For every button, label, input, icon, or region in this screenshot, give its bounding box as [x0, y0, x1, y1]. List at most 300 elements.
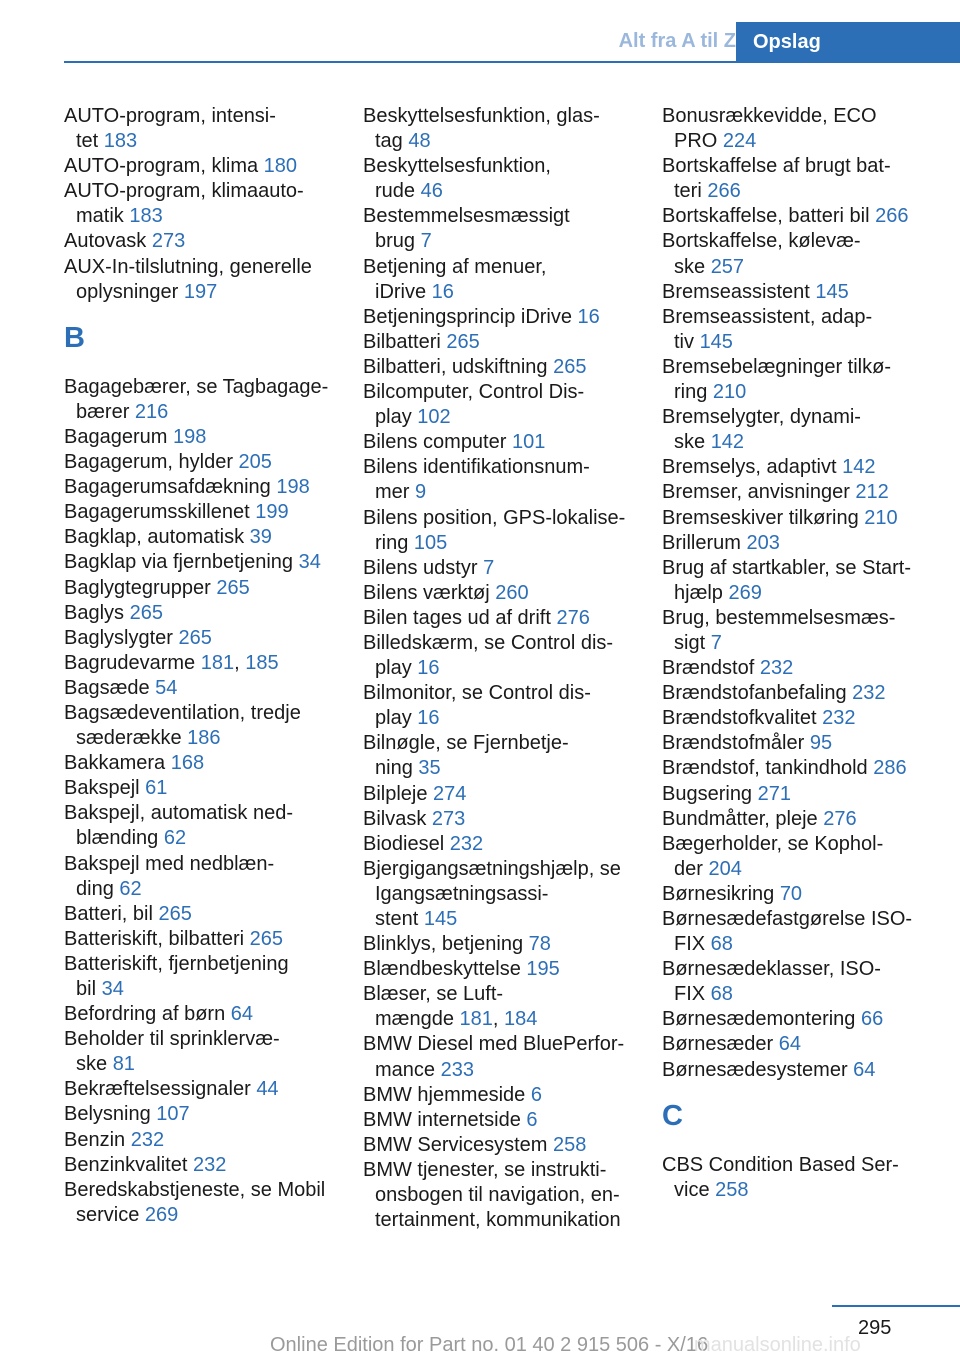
- page-link[interactable]: 274: [433, 782, 467, 805]
- index-entry: [662, 957, 952, 1007]
- page-link[interactable]: 181: [200, 651, 235, 674]
- entry-text: Bilmonitor, se Control dis-: [363, 682, 591, 705]
- index-entry: [64, 852, 336, 902]
- entry-text: sæderække: [76, 727, 188, 750]
- index-entry: [363, 606, 635, 631]
- page-link[interactable]: 198: [276, 476, 310, 499]
- entry-text: service: [76, 1203, 145, 1226]
- entry-text: Batteriskift, bilbatteri: [64, 927, 250, 950]
- entry-text: Brillerum: [662, 531, 747, 554]
- index-entry: [662, 480, 952, 505]
- page-link[interactable]: 68: [710, 983, 733, 1006]
- index-entry: [363, 631, 635, 681]
- index-entry: Blæser, se Luft- mængde 181, 184: [363, 983, 538, 1031]
- page-link[interactable]: 232: [759, 657, 794, 680]
- page-link[interactable]: 199: [255, 501, 289, 524]
- index-entry: [64, 154, 336, 179]
- entry-text: PRO: [674, 130, 723, 153]
- index-entry: [64, 375, 336, 425]
- entry-text: Bakspejl: [64, 777, 146, 800]
- header-tab-label: Opslag: [753, 31, 821, 53]
- page-link[interactable]: 6: [530, 1083, 542, 1106]
- entry-text: Børnesæder: [662, 1033, 779, 1056]
- entry-text: Børnesædemontering: [662, 1008, 861, 1031]
- page-link[interactable]: 198: [172, 425, 207, 448]
- entry-text: onsbogen til navigation, en-: [375, 1184, 620, 1207]
- page-link[interactable]: 257: [710, 255, 745, 278]
- index-entry: [662, 1032, 952, 1057]
- page-link[interactable]: 232: [130, 1128, 165, 1151]
- page-link[interactable]: 286: [873, 757, 907, 780]
- page-link[interactable]: 269: [728, 581, 762, 604]
- entry-text: Blændbeskyttelse: [363, 958, 527, 981]
- page-link[interactable]: 183: [129, 205, 163, 228]
- entry-text: Bremselys, adaptivt: [662, 456, 843, 479]
- page-link[interactable]: 210: [712, 381, 747, 404]
- index-entry: [662, 1058, 952, 1083]
- index-entry: [662, 154, 952, 204]
- index-entry: [64, 1102, 336, 1127]
- entry-text: Benzin: [64, 1128, 131, 1151]
- page-link[interactable]: 16: [417, 707, 440, 730]
- entry-text: ning: [375, 757, 419, 780]
- page-link[interactable]: 232: [192, 1153, 227, 1176]
- page-link[interactable]: 210: [864, 506, 898, 529]
- entry-text: Belysning: [64, 1103, 157, 1126]
- page-link[interactable]: 258: [553, 1133, 587, 1156]
- entry-text: BMW hjemmeside: [363, 1083, 531, 1106]
- page-link[interactable]: 62: [163, 827, 187, 850]
- page-link[interactable]: 265: [129, 601, 163, 624]
- index-entry: [662, 606, 952, 656]
- entry-text: Beskyttelsesfunktion, glas-: [363, 105, 600, 127]
- entry-text: Børnesædesystemer: [662, 1058, 854, 1081]
- entry-text: Bagagerum, hylder: [64, 451, 239, 474]
- page-link[interactable]: 9: [415, 481, 427, 504]
- page-link[interactable]: 233: [440, 1058, 474, 1081]
- entry-text: Beredskabstjeneste, se Mobil: [64, 1178, 326, 1201]
- entry-text: tet: [76, 130, 104, 153]
- index-entry: [662, 204, 952, 229]
- page-link[interactable]: 64: [778, 1033, 801, 1056]
- index-entry: [662, 455, 952, 480]
- entry-text: Bortskaffelse, kølevæ-: [662, 230, 861, 253]
- index-column-1: [64, 104, 336, 1228]
- entry-text: play: [375, 657, 418, 680]
- page-link[interactable]: 203: [746, 531, 780, 554]
- index-entry: [662, 305, 952, 355]
- entry-text: Befordring af børn: [64, 1003, 231, 1026]
- page-link[interactable]: 46: [420, 180, 443, 203]
- watermark: manualsonline.info: [694, 1334, 861, 1356]
- entry-text: Bremsebelægninger tilkø-: [662, 355, 891, 378]
- index-entry: [363, 1133, 635, 1158]
- page-link[interactable]: 16: [417, 657, 440, 680]
- page-link[interactable]: 273: [431, 807, 466, 830]
- entry-text: mer: [375, 481, 415, 504]
- index-entry: [363, 1032, 635, 1082]
- entry-text: iDrive: [375, 280, 432, 303]
- entry-text: Beholder til sprinklervæ-: [64, 1028, 280, 1051]
- entry-text: Baglys: [64, 601, 130, 624]
- page-link[interactable]: 265: [158, 902, 192, 925]
- header-section-title: Alt fra A til Z: [618, 30, 736, 52]
- entry-text: AUTO-program, klimaauto-: [64, 180, 304, 203]
- index-entry: Bagrudevarme 181, 185: [64, 651, 279, 674]
- index-entry: [363, 1083, 635, 1108]
- index-entry: [662, 882, 952, 907]
- entry-text: Blæser, se Luft-: [363, 983, 504, 1006]
- entry-text: Bremser, anvisninger: [662, 481, 856, 504]
- entry-text: Benzinkvalitet: [64, 1153, 193, 1176]
- page-link[interactable]: 212: [855, 481, 889, 504]
- page-link[interactable]: 7: [483, 556, 495, 579]
- entry-text: Bilen tages ud af drift: [363, 606, 557, 629]
- page-link[interactable]: 168: [170, 752, 205, 775]
- page-link[interactable]: 6: [526, 1108, 538, 1131]
- index-entry: [662, 756, 952, 781]
- entry-text: hjælp: [674, 581, 729, 604]
- entry-text: Bakspejl med nedblæn-: [64, 852, 275, 875]
- index-entry: [64, 576, 336, 601]
- index-entry: [64, 751, 336, 776]
- page-link[interactable]: 44: [256, 1078, 279, 1101]
- page-link[interactable]: 183: [103, 130, 138, 153]
- page-link[interactable]: 101: [511, 431, 546, 454]
- page-link[interactable]: 181: [459, 1008, 493, 1031]
- page-link[interactable]: 273: [151, 230, 186, 253]
- page-link[interactable]: 64: [853, 1058, 876, 1081]
- page-link[interactable]: 61: [145, 777, 168, 800]
- entry-text: Bilcomputer, Control Dis-: [363, 381, 585, 404]
- entry-text: Brændstof, tankindhold: [662, 757, 874, 780]
- page-link[interactable]: 68: [710, 933, 733, 956]
- page-link[interactable]: 142: [710, 431, 745, 454]
- entry-text: Bilens værktøj: [363, 581, 496, 604]
- index-entry: [64, 776, 336, 801]
- page-link[interactable]: 258: [715, 1178, 749, 1201]
- entry-text: Bagagerumsskillenet: [64, 501, 256, 524]
- entry-text: Bortskaffelse af brugt bat-: [662, 155, 891, 178]
- page-link[interactable]: 186: [187, 727, 221, 750]
- page-link[interactable]: 195: [526, 958, 560, 981]
- page-link[interactable]: 35: [418, 757, 441, 780]
- page-link[interactable]: 266: [707, 180, 741, 203]
- index-entry: [662, 907, 952, 957]
- entry-text: Batteri, bil: [64, 902, 159, 925]
- entry-text: Bjergigangsætningshjælp, se: [363, 857, 621, 880]
- page-link[interactable]: 271: [757, 782, 791, 805]
- index-entry: [363, 932, 635, 957]
- index-entry: [64, 229, 336, 254]
- index-entry: [64, 801, 336, 851]
- entry-text: Børnesædefastgørelse ISO-: [662, 908, 913, 930]
- index-entry: [662, 280, 952, 305]
- index-entry: [662, 556, 952, 606]
- page-link[interactable]: 66: [860, 1008, 884, 1031]
- header-tab: [736, 22, 960, 63]
- page-link[interactable]: 180: [263, 155, 298, 178]
- index-entry: [363, 957, 635, 982]
- page-link[interactable]: 78: [528, 933, 551, 956]
- entry-text: Bonusrækkevidde, ECO: [662, 105, 877, 127]
- entry-text: Bagsædeventilation, tredje: [64, 701, 301, 724]
- page-link[interactable]: 16: [431, 280, 454, 303]
- index-entry: [64, 255, 336, 305]
- entry-text: AUX-In-tilslutning, generelle: [64, 255, 312, 278]
- page-link[interactable]: 205: [238, 451, 272, 474]
- page-link[interactable]: 145: [423, 908, 458, 930]
- entry-text: bærer: [76, 400, 135, 423]
- entry-text: play: [375, 406, 418, 429]
- entry-text: BMW internetside: [363, 1108, 527, 1131]
- index-entry: [363, 204, 635, 254]
- entry-text: Bilens computer: [363, 431, 512, 454]
- index-letter-heading: C: [662, 1099, 683, 1132]
- page-link[interactable]: 105: [413, 531, 448, 554]
- page-link[interactable]: 265: [249, 927, 283, 950]
- entry-text: stent: [375, 908, 424, 930]
- index-entry: [363, 104, 635, 154]
- entry-text: tag: [375, 130, 409, 153]
- page-link[interactable]: 269: [144, 1203, 179, 1226]
- index-entry: [662, 807, 952, 832]
- index-entry: [363, 857, 635, 932]
- index-entry: [662, 1007, 952, 1032]
- index-entry: [64, 1178, 336, 1228]
- index-entry: [64, 626, 336, 651]
- index-entry: [64, 952, 336, 1002]
- entry-text: Bagklap, automatisk: [64, 526, 250, 549]
- index-entry: [363, 330, 635, 355]
- entry-text: FIX: [674, 933, 711, 956]
- index-entry: [363, 581, 635, 606]
- entry-text: sigt: [674, 631, 711, 654]
- entry-text: Beskyttelsesfunktion,: [363, 155, 551, 178]
- page-link[interactable]: 265: [178, 626, 212, 649]
- page-link[interactable]: 185: [245, 651, 279, 674]
- page-link[interactable]: 265: [553, 355, 587, 378]
- entry-text: der: [674, 857, 709, 880]
- entry-text: Brændstofmåler: [662, 732, 810, 755]
- entry-text: BMW Diesel med BluePerfor-: [363, 1033, 625, 1056]
- footer-rule: [832, 1305, 960, 1307]
- entry-text: Brændstofanbefaling: [662, 682, 853, 705]
- index-entry: [64, 450, 336, 475]
- entry-text: teri: [674, 180, 708, 203]
- entry-text: Bilvask: [363, 807, 432, 830]
- entry-text: ding: [76, 877, 120, 900]
- entry-text: tiv: [674, 330, 700, 353]
- index-entry: [363, 731, 635, 781]
- index-entry: [363, 807, 635, 832]
- page-link[interactable]: 7: [420, 230, 432, 253]
- entry-text: Biodiesel: [363, 832, 450, 855]
- index-entry: [363, 305, 635, 330]
- entry-text: Bilpleje: [363, 782, 434, 805]
- entry-text: Bagsæde: [64, 676, 156, 699]
- entry-text: AUTO-program, intensi-: [64, 105, 276, 127]
- index-entry: [363, 455, 635, 505]
- entry-text: Brug, bestemmelsesmæs-: [662, 606, 896, 629]
- index-entry: [662, 681, 952, 706]
- index-entry: [363, 832, 635, 857]
- entry-text: play: [375, 707, 418, 730]
- entry-text: Bekræftelsessignaler: [64, 1078, 257, 1101]
- index-entry: [64, 601, 336, 626]
- index-entry: [64, 1027, 336, 1077]
- entry-text: Bakkamera: [64, 752, 171, 775]
- index-entry: [64, 902, 336, 927]
- entry-text: ske: [76, 1053, 113, 1076]
- entry-text: bil: [76, 978, 102, 1000]
- entry-text: Bremseassistent: [662, 280, 816, 303]
- entry-text: Bilnøgle, se Fjernbetje-: [363, 732, 569, 755]
- entry-text: ske: [674, 255, 711, 278]
- index-entry: [363, 681, 635, 731]
- page-link[interactable]: 16: [577, 305, 600, 328]
- entry-text: Børnesikring: [662, 882, 780, 905]
- entry-text: matik: [76, 205, 130, 228]
- entry-text: CBS Condition Based Ser-: [662, 1153, 899, 1176]
- entry-text: Bugsering: [662, 782, 758, 805]
- page-link[interactable]: 266: [875, 205, 909, 228]
- page-link[interactable]: 107: [156, 1103, 190, 1126]
- page-link[interactable]: 224: [722, 130, 757, 153]
- index-entry: [363, 506, 635, 556]
- page-link[interactable]: 62: [119, 877, 142, 900]
- index-entry: [64, 701, 336, 751]
- entry-text: AUTO-program, klima: [64, 155, 264, 178]
- page-link[interactable]: 260: [495, 581, 529, 604]
- entry-text: oplysninger: [76, 280, 184, 303]
- entry-text: ring: [674, 381, 713, 404]
- entry-text: Betjening af menuer,: [363, 255, 547, 278]
- page-link[interactable]: 34: [298, 551, 321, 574]
- index-entry: [64, 500, 336, 525]
- entry-text: vice: [674, 1178, 716, 1201]
- entry-text: Bagagerum: [64, 425, 173, 448]
- page-link[interactable]: 265: [216, 576, 250, 599]
- page-link[interactable]: 54: [155, 676, 178, 699]
- entry-text: Børnesædeklasser, ISO-: [662, 958, 881, 981]
- index-entry: [662, 405, 952, 455]
- entry-text: Baglyslygter: [64, 626, 179, 649]
- page-link[interactable]: 145: [699, 330, 733, 353]
- page-link[interactable]: 142: [842, 456, 876, 479]
- index-entry: [363, 1158, 635, 1233]
- page-link[interactable]: 34: [101, 978, 124, 1000]
- entry-text: Brændstofkvalitet: [662, 707, 823, 730]
- entry-text: Bilens udstyr: [363, 556, 484, 579]
- index-entry: [64, 1002, 336, 1027]
- index-entry: [363, 380, 635, 430]
- entry-text: ske: [674, 431, 711, 454]
- entry-text: FIX: [674, 983, 711, 1006]
- index-entry: [363, 255, 635, 305]
- entry-text: Bestemmelsesmæssigt: [363, 205, 570, 228]
- page-link[interactable]: 197: [183, 280, 218, 303]
- index-entry: [64, 104, 336, 154]
- index-entry: [662, 731, 952, 756]
- page-link[interactable]: 70: [779, 882, 803, 905]
- entry-text: Bagagerumsafdækning: [64, 476, 277, 499]
- page-link[interactable]: 39: [249, 526, 272, 549]
- page-link[interactable]: 265: [446, 330, 480, 353]
- index-entry: [64, 525, 336, 550]
- entry-text: Autovask: [64, 230, 152, 253]
- entry-text: brug: [375, 230, 421, 253]
- entry-text: Bortskaffelse, batteri bil: [662, 205, 876, 228]
- entry-text: Igangsætningsassi-: [375, 882, 549, 905]
- edition-note: Online Edition for Part no. 01 40 2 915 506 - X/16: [270, 1334, 709, 1356]
- page-link[interactable]: 276: [823, 807, 857, 830]
- page-link[interactable]: 276: [556, 606, 590, 629]
- index-entry: [662, 656, 952, 681]
- index-entry: [64, 1128, 336, 1153]
- index-entry: [363, 782, 635, 807]
- entry-text: Bilens identifikationsnum-: [363, 456, 590, 479]
- entry-text: Bakspejl, automatisk ned-: [64, 802, 294, 825]
- page-link[interactable]: 95: [809, 732, 833, 755]
- entry-text: Brændstof: [662, 657, 760, 680]
- entry-text: Bilbatteri: [363, 330, 447, 353]
- index-entry: [64, 550, 336, 575]
- entry-text: Bundmåtter, pleje: [662, 807, 824, 830]
- index-entry: [64, 1153, 336, 1178]
- page-link[interactable]: 232: [449, 832, 484, 855]
- index-letter-heading: B: [64, 321, 85, 354]
- page-link[interactable]: 204: [708, 857, 742, 880]
- index-entry: [662, 531, 952, 556]
- page-link[interactable]: 64: [230, 1003, 253, 1026]
- index-entry: [363, 154, 635, 204]
- entry-text: Billedskærm, se Control dis-: [363, 631, 614, 654]
- index-entry: [64, 1077, 336, 1102]
- page-link[interactable]: 216: [134, 400, 169, 423]
- page-link[interactable]: 232: [822, 707, 856, 730]
- entry-text: Brug af startkabler, se Start-: [662, 556, 911, 579]
- entry-text: Bremseassistent, adap-: [662, 305, 873, 328]
- page-link[interactable]: 184: [504, 1008, 538, 1031]
- entry-text: mance: [375, 1058, 441, 1081]
- index-entry: [363, 1108, 635, 1133]
- page-link[interactable]: 102: [417, 406, 451, 429]
- index-entry: [363, 556, 635, 581]
- entry-text: ring: [375, 531, 414, 554]
- entry-text: Bagrudevarme: [64, 651, 201, 674]
- entry-text: BMW tjenester, se instrukti-: [363, 1158, 607, 1181]
- page-link[interactable]: 48: [408, 130, 431, 153]
- entry-text: tertainment, kommunikation: [375, 1209, 621, 1232]
- entry-text: Bagklap via fjernbetjening: [64, 551, 299, 574]
- entry-text: Bilbatteri, udskiftning: [363, 355, 554, 378]
- entry-text: BMW Servicesystem: [363, 1133, 554, 1156]
- entry-text: Bægerholder, se Kophol-: [662, 832, 884, 855]
- entry-text: Blinklys, betjening: [363, 933, 529, 956]
- entry-text: Bagagebærer, se Tagbagage-: [64, 375, 329, 398]
- page-link[interactable]: 81: [112, 1053, 135, 1076]
- page-link[interactable]: 145: [815, 280, 849, 303]
- page-link[interactable]: 7: [710, 631, 722, 654]
- entry-text: Bremselygter, dynami-: [662, 406, 861, 429]
- entry-text: blænding: [76, 827, 164, 850]
- entry-text: Betjeningsprincip iDrive: [363, 305, 578, 328]
- index-entry: [662, 355, 952, 405]
- page-link[interactable]: 232: [852, 682, 886, 705]
- index-entry: [662, 706, 952, 731]
- index-entry: [363, 430, 635, 455]
